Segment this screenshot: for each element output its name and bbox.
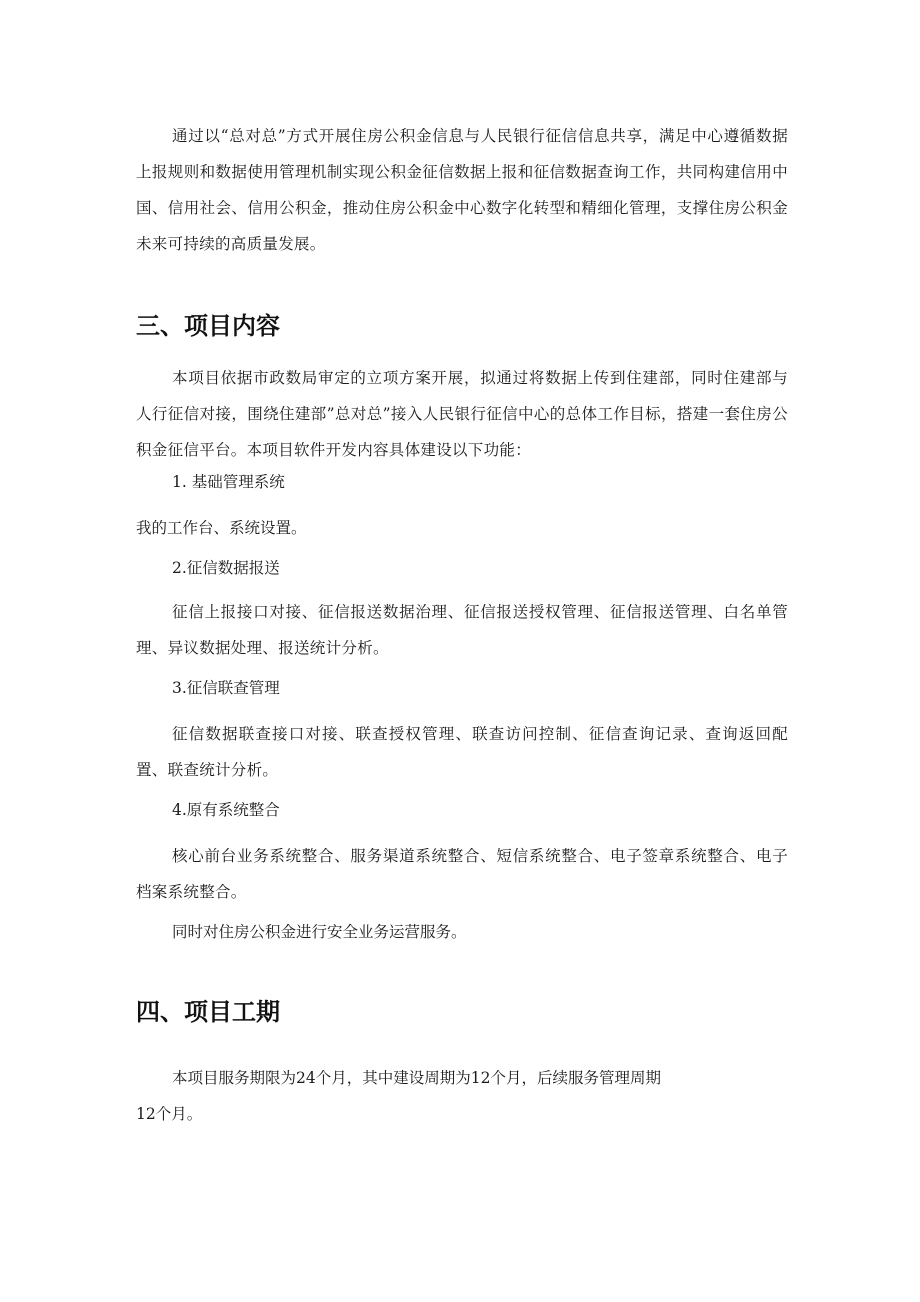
item-2-title: 2.征信数据报送 bbox=[172, 559, 280, 577]
intro-paragraph: 通过以“总对总”方式开展住房公积金信息与人民银行征信信息共享，满足中心遵循数据上报规则和数据使用管理机制实现公积金征信数据上报和征信数据查询工作，共同构建信用中国、信用社会、信用公积金，推动住房公积金中心数字化转型和精细化管理，支撑住房公积金未来可持续的高质量发展。 bbox=[136, 127, 788, 253]
section-3-closing: 同时对住房公积金进行安全业务运营服务。 bbox=[172, 923, 467, 941]
item-1-body: 我的工作台、系统设置。 bbox=[136, 519, 307, 537]
section-4-heading: 四、项目工期 bbox=[136, 998, 280, 1026]
item-2-body: 征信上报接口对接、征信报送数据治理、征信报送授权管理、征信报送管理、白名单管理、异议数据处理、报送统计分析。 bbox=[136, 603, 788, 657]
item-1-title: 1. 基础管理系统 bbox=[172, 473, 285, 491]
section-3-intro: 本项目依据市政数局审定的立项方案开展，拟通过将数据上传到住建部，同时住建部与人行征信对接，围绕住建部”总对总”接入人民银行征信中心的总体工作目标，搭建一套住房公积金征信平台。本项目软件开发内容具体建设以下功能： bbox=[136, 369, 788, 459]
section-4-line-1: 本项目服务期限为24个月，其中建设周期为12个月，后续服务管理周期 bbox=[172, 1069, 661, 1087]
item-4-body: 核心前台业务系统整合、服务渠道系统整合、短信系统整合、电子签章系统整合、电子档案系统整合。 bbox=[136, 847, 788, 901]
section-3-heading: 三、项目内容 bbox=[136, 312, 280, 340]
item-3-body: 征信数据联查接口对接、联查授权管理、联查访问控制、征信查询记录、查询返回配置、联查统计分析。 bbox=[136, 725, 788, 779]
section-4-line-2: 12个月。 bbox=[136, 1105, 203, 1123]
item-4-title: 4.原有系统整合 bbox=[172, 801, 280, 819]
item-3-title: 3.征信联查管理 bbox=[172, 679, 280, 697]
